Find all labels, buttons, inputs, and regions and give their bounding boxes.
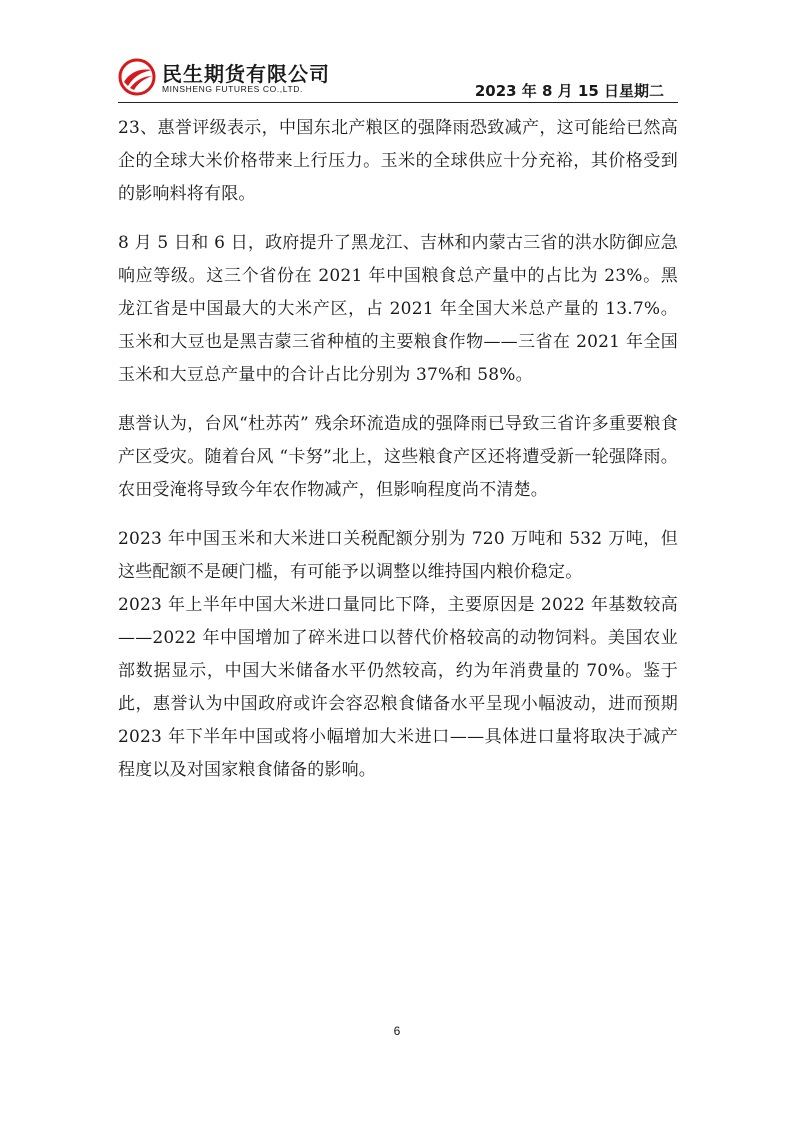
article-body <box>118 112 678 787</box>
paragraph-2: 8 月 5 日和 6 日，政府提升了黑龙江、吉林和内蒙古三省的洪水防御应急响应等级。这三个省份在 2021 年中国粮食总产量中的占比为 23%。黑龙江省是中国最大的大米产区，占 2021 年全国大米总产量的 13.7%。玉米和大豆也是黑吉蒙三省种植的主要粮食作物——三省在 2021 年全国玉米和大豆总产量中的合计占比分别为 37%和 58%。 <box>118 233 678 385</box>
paragraph-1: 23、惠誉评级表示，中国东北产粮区的强降雨恐致减产，这可能给已然高企的全球大米价格带来上行压力。玉米的全球供应十分充裕，其价格受到的影响料将有限。 <box>118 118 678 204</box>
company-logo <box>118 56 378 98</box>
paragraph-5: 2023 年上半年中国大米进口量同比下降，主要原因是 2022 年基数较高——2022 年中国增加了碎米进口以替代价格较高的动物饲料。美国农业部数据显示，中国大米储备水平仍然较高，约为年消费量的 70%。鉴于此，惠誉认为中国政府或许会容忍粮食储备水平呈现小幅波动，进而预期 2023 年下半年中国或将小幅增加大米进口——具体进口量将取决于减产程度以及对国家粮食储备的影响。 <box>118 595 678 780</box>
report-date: 2023 年 8 月 15 日星期二 <box>474 82 664 100</box>
paragraph-3: 惠誉认为，台风“杜苏芮” 残余环流造成的强降雨已导致三省许多重要粮食产区受灾。随着台风 “卡努”北上，这些粮食产区还将遭受新一轮强降雨。农田受淹将导致今年农作物减产，但影响程度尚不清楚。 <box>118 414 678 500</box>
company-name-en: MINSHENG FUTURES CO.,LTD. <box>162 84 303 94</box>
minsheng-swoosh-logo-icon <box>118 58 156 96</box>
page-header <box>118 52 678 103</box>
paragraph-4: 2023 年中国玉米和大米进口关税配额分别为 720 万吨和 532 万吨，但这些配额不是硬门槛，有可能予以调整以维持国内粮价稳定。 <box>118 529 678 582</box>
company-name-cn: 民生期货有限公司 <box>162 62 330 86</box>
page-number: 6 <box>393 1024 401 1038</box>
